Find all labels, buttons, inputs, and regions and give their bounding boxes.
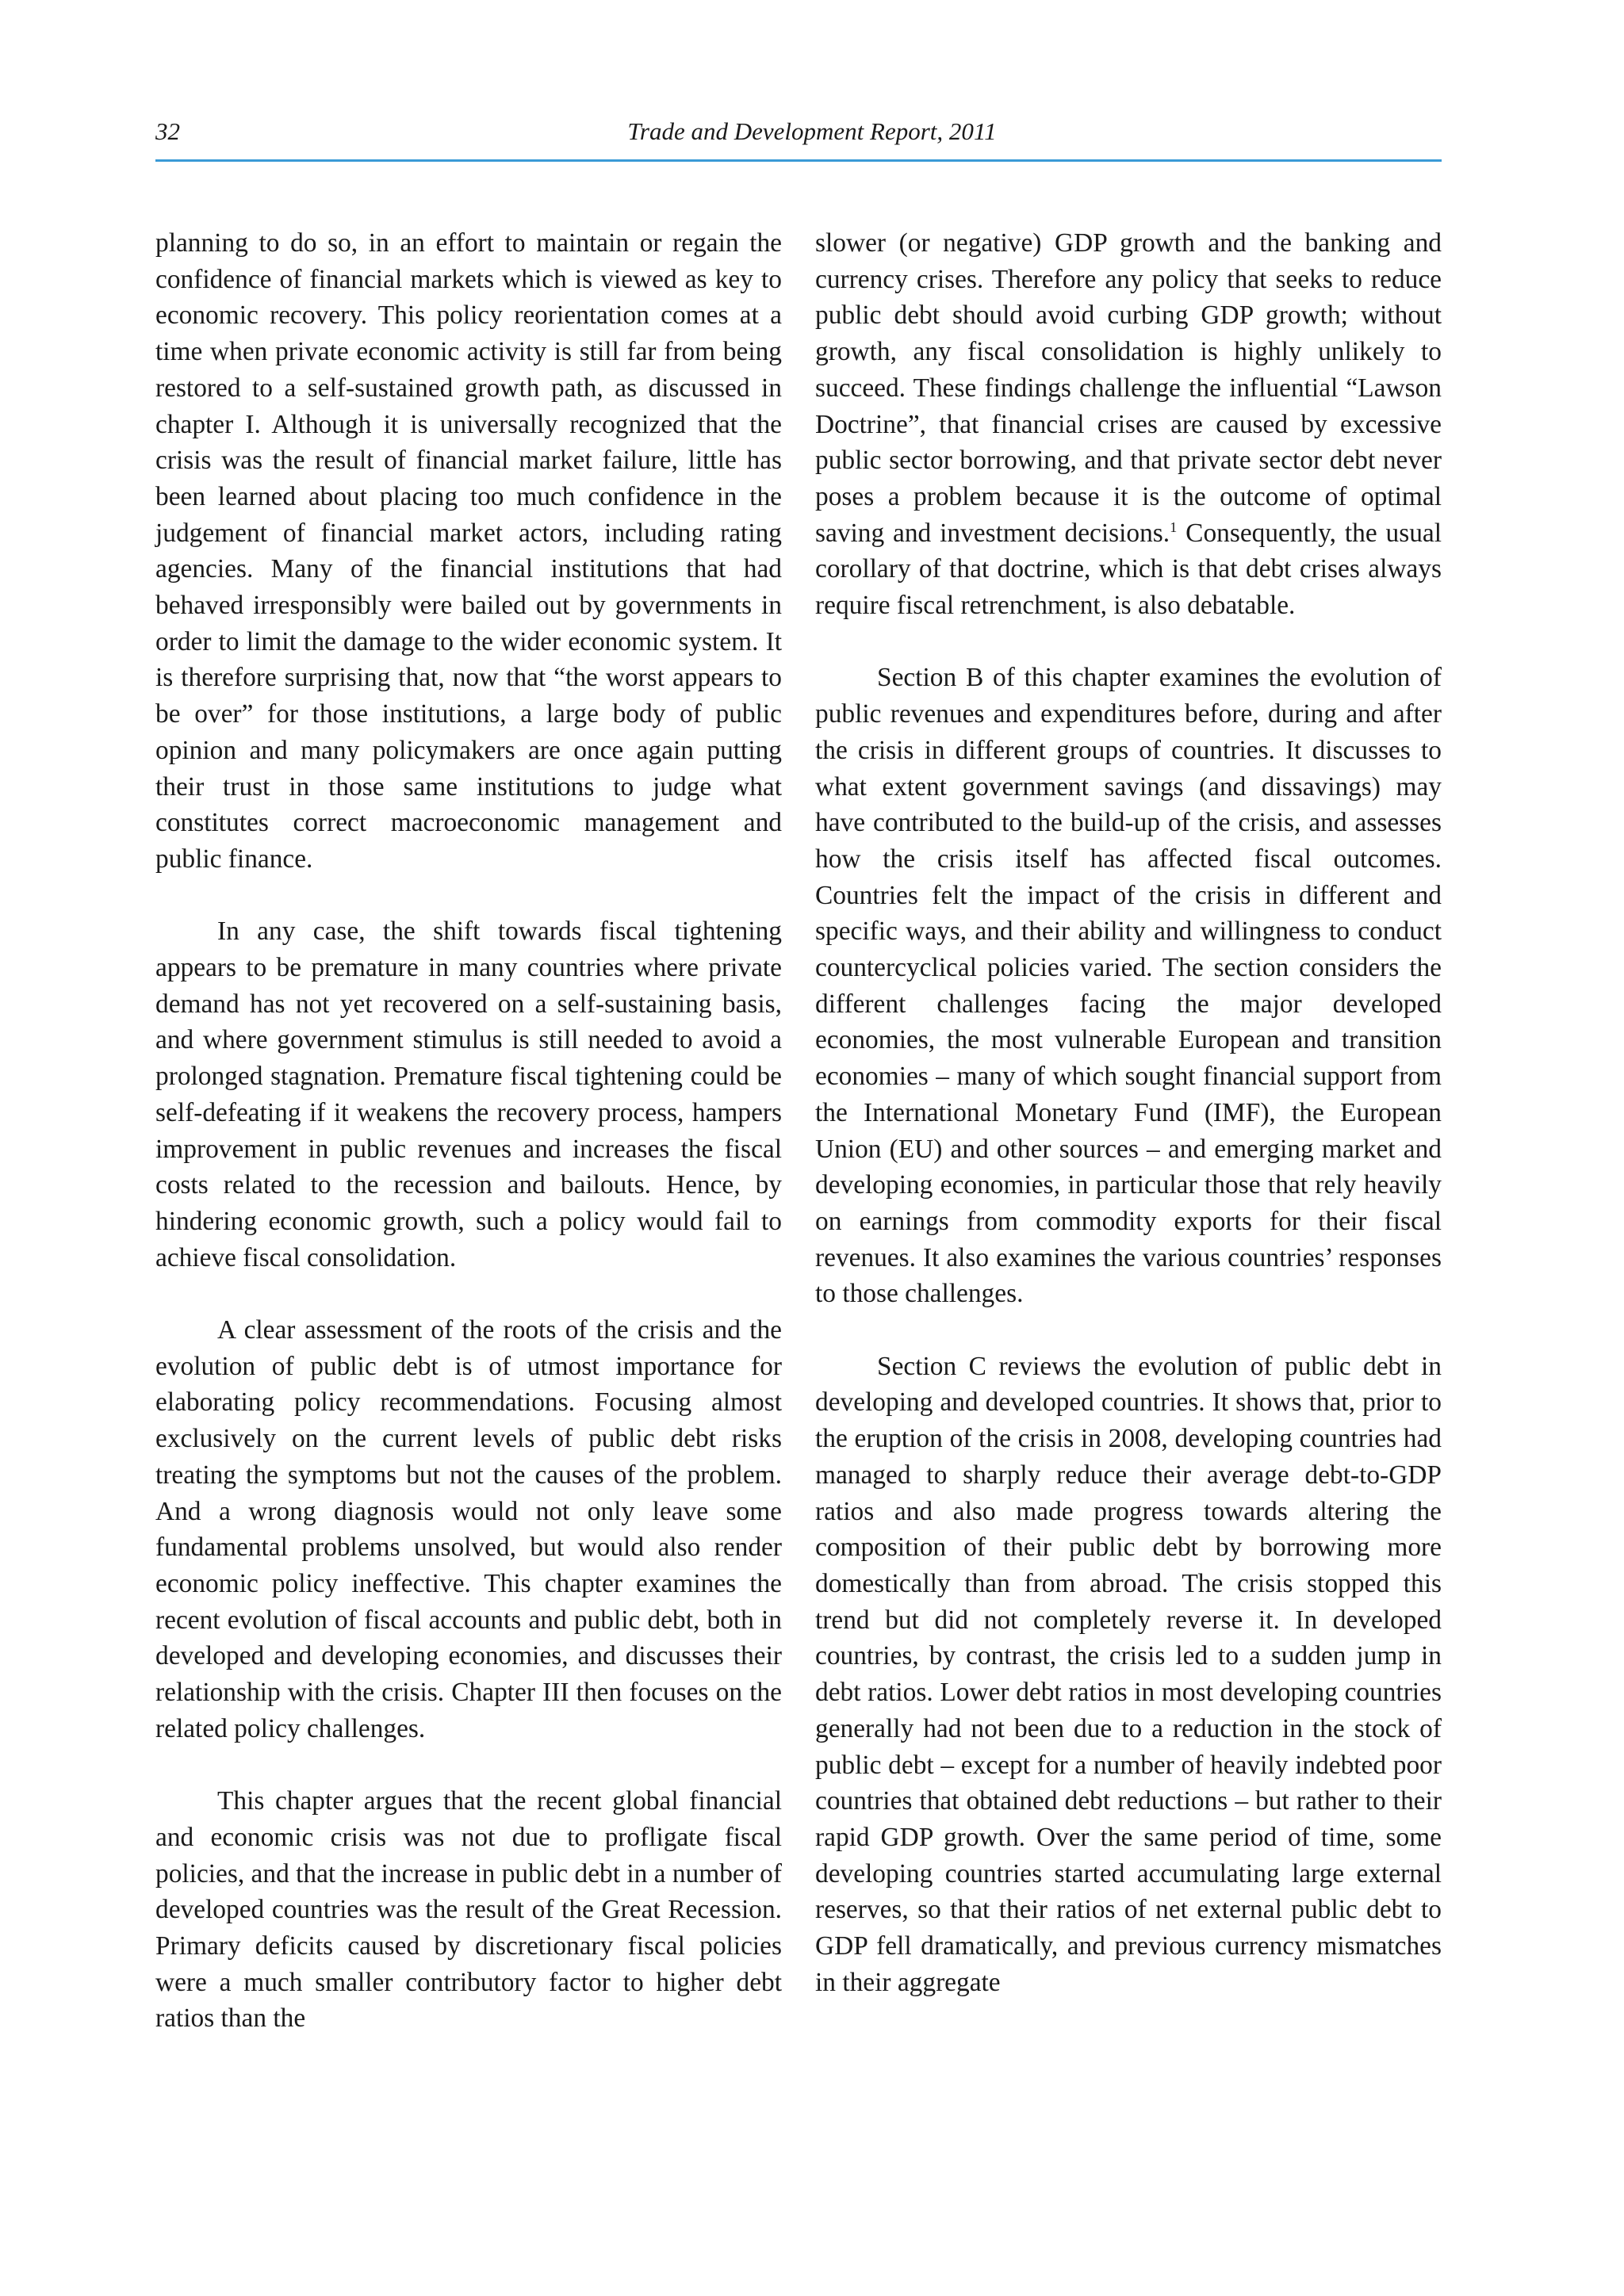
page-number: 32	[155, 117, 180, 145]
paragraph: Section B of this chapter examines the evolution of public revenues and expenditures before, during and after the crisis in different groups of countries. It discusses to what extent government savings (and dissavings) may have contributed to the build-up of the crisis, and assesses how the crisis itself has affected fiscal outcomes. Countries felt the impact of the crisis in different and specific ways, and their ability and willingness to conduct countercyclical policies varied. The section considers the different challenges facing the major developed economies, the most vulnerable European and transition economies – many of which sought financial support from the International Monetary Fund (IMF), the European Union (EU) and other sources – and emerging market and developing economies, in particular those that rely heavily on earnings from commodity exports for their fiscal revenues. It also examines the various countries’ responses to those challenges.	[815, 663, 1442, 1309]
paragraph: In any case, the shift towards fiscal tightening appears to be premature in many countries where private demand has not yet recovered on a self-sustaining basis, and where government stimulus is still needed to avoid a prolonged stagnation. Premature fiscal tightening could be self-defeating if it weakens the recovery process, hampers improvement in public revenues and increases the fiscal costs related to the recession and bailouts. Hence, by hindering economic growth, such a policy would fail to achieve fiscal consolidation.	[155, 916, 782, 1272]
left-column	[155, 225, 782, 2037]
paragraph	[815, 225, 1442, 624]
paragraph: Section C reviews the evolution of public debt in developing and developed countries. It shows that, prior to the eruption of the crisis in 2008, developing countries had managed to sharply reduce their average debt-to-GDP ratios and also made progress towards altering the composition of their public debt by borrowing more domestically than from abroad. The crisis stopped this trend but did not completely reverse it. In developed countries, by contrast, the crisis led to a sudden jump in debt ratios. Lower debt ratios in most developing countries generally had not been due to a reduction in the stock of public debt – except for a number of heavily indebted poor countries that obtained debt reductions – but rather to their rapid GDP growth. Over the same period of time, some developing countries started accumulating large external reserves, so that their ratios of net external public debt to GDP fell dramatically, and previous currency mismatches in their aggregate	[815, 1351, 1442, 1997]
paragraph: This chapter argues that the recent global financial and economic crisis was not due to profligate fiscal policies, and that the increase in public debt in a number of developed countries was the result of the Great Recession. Primary deficits caused by discretionary fiscal policies were a much smaller contributory factor to higher debt ratios than the	[155, 1786, 782, 2034]
right-column	[815, 225, 1442, 2000]
footnote-marker[interactable]: 1	[1170, 519, 1178, 535]
header-rule	[155, 159, 1442, 162]
paragraph: A clear assessment of the roots of the crisis and the evolution of public debt is of utmost importance for elaborating policy recommendations. Focusing almost exclusively on the current levels of public debt risks treating the symptoms but not the causes of the problem. And a wrong diagnosis would not only leave some fundamental problems unsolved, but would also render economic policy ineffective. This chapter examines the recent evolution of fiscal accounts and public debt, both in developed and developing economies, and discusses their relationship with the crisis. Chapter III then focuses on the related policy challenges.	[155, 1315, 782, 1743]
running-title: Trade and Development Report, 2011	[627, 117, 997, 145]
paragraph-text: Consequently, the usual corollary of that doctrine, which is that debt crises always require fiscal retrenchment, is also debatable.	[815, 518, 1442, 621]
paragraph: planning to do so, in an effort to maintain or regain the confidence of financial markets which is viewed as key to economic recovery. This policy reorientation comes at a time when private economic activity is still far from being restored to a self-sustained growth path, as discussed in chapter I. Although it is universally recognized that the crisis was the result of financial market failure, little has been learned about placing too much confidence in the judgement of financial market actors, including rating agencies. Many of the financial institutions that had behaved irresponsibly were bailed out by governments in order to limit the damage to the wider economic system. It is therefore surprising that, now that “the worst appears to be over” for those institutions, a large body of public opinion and many policymakers are once again putting their trust in those same institutions to judge what constitutes correct macroeconomic management and public finance.	[155, 228, 782, 874]
paragraph-text: slower (or negative) GDP growth and the banking and currency crises. Therefore any policy that seeks to reduce public debt should avoid curbing GDP growth; without growth, any fiscal consolidation is highly unlikely to succeed. These findings challenge the influential “Lawson Doctrine”, that financial crises are caused by excessive public sector borrowing, and that private sector debt never poses a problem because it is the outcome of optimal saving and investment decisions.	[815, 228, 1442, 548]
